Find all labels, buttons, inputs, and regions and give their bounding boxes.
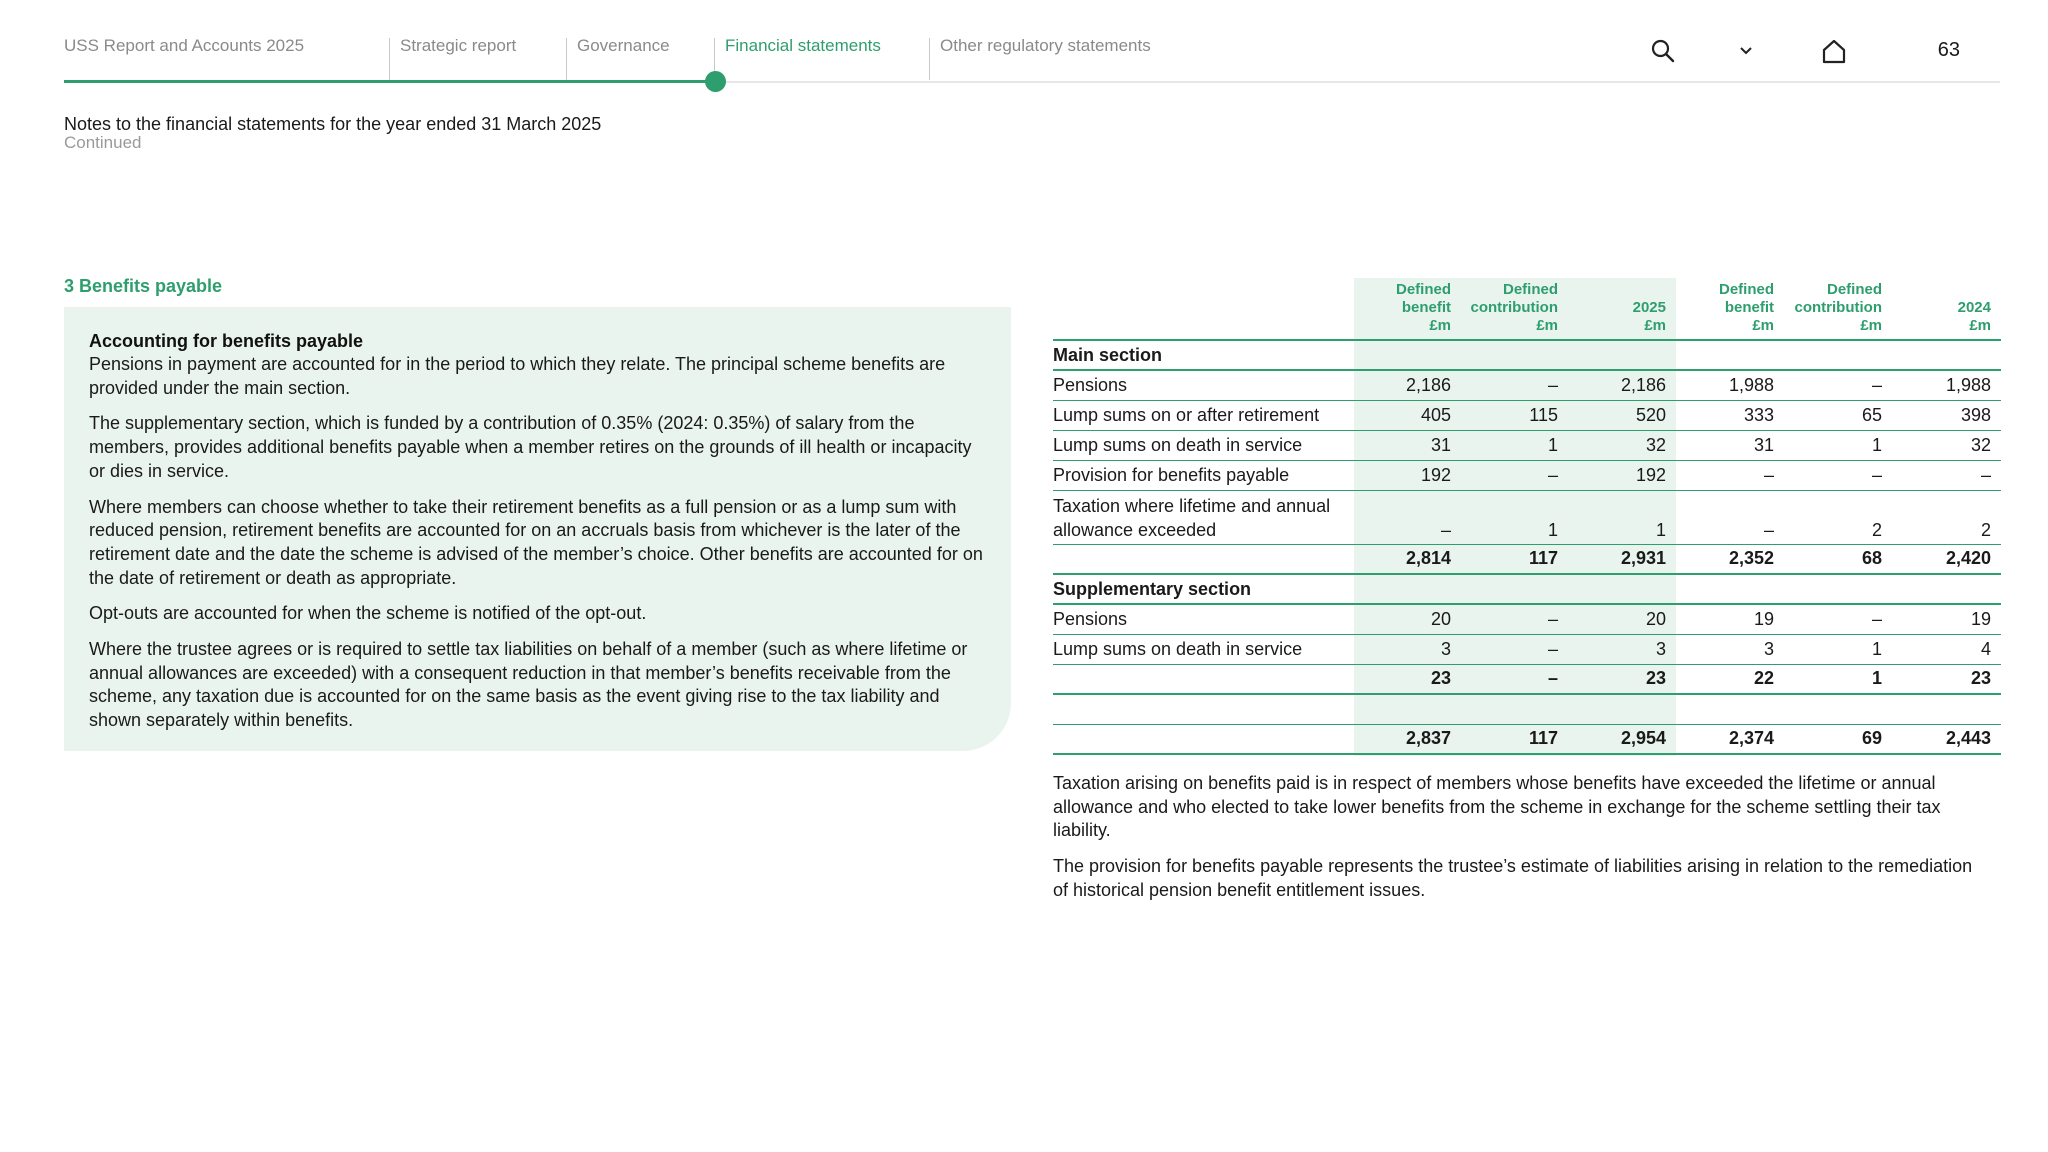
nav-divider [929, 38, 930, 80]
row-label: Supplementary section [1053, 574, 1354, 604]
table-cell [1568, 694, 1676, 724]
table-cell: 2,837 [1354, 724, 1461, 754]
table-cell: 1 [1461, 430, 1568, 460]
table-cell: 3 [1676, 634, 1784, 664]
table-cell: 520 [1568, 400, 1676, 430]
row-label: Main section [1053, 340, 1354, 370]
table-cell: – [1784, 604, 1892, 634]
table-row [1053, 430, 2001, 460]
table-cell: 20 [1568, 604, 1676, 634]
benefits-table-container [1053, 278, 2001, 755]
policy-paragraph: Opt-outs are accounted for when the scheme is notified of the opt-out. [89, 603, 647, 624]
table-cell [1354, 694, 1461, 724]
policy-paragraph: Where the trustee agrees or is required to settle tax liabilities on behalf of a member (such as where lifetime or annual allowances are exceeded) with a consequent reduction in that member’s benefits receivable from the scheme, any taxation due is accounted for on the same basis as the event giving rise to the tax liability and shown separately within benefits. [89, 639, 968, 731]
table-cell: 2,374 [1676, 724, 1784, 754]
accounting-policy-box [64, 307, 1011, 751]
table-cell: 23 [1568, 664, 1676, 694]
table-cell: 2,443 [1892, 724, 2001, 754]
table-cell: 192 [1568, 460, 1676, 490]
benefits-payable-table [1053, 278, 2001, 755]
nav-progress-marker [705, 71, 726, 92]
table-cell: 1 [1784, 430, 1892, 460]
table-cell: 2,420 [1892, 544, 2001, 574]
page-number: 63 [1937, 39, 1960, 61]
chevron-down-icon[interactable] [1731, 36, 1761, 66]
table-cell [1461, 340, 1568, 370]
policy-paragraph: The supplementary section, which is funded by a contribution of 0.35% (2024: 0.35%) of salary from the members, provides additional benefits payable when a member retires on the grounds of ill health or incapacity or dies in service. [89, 413, 972, 481]
table-cell: 19 [1892, 604, 2001, 634]
table-cell: 31 [1354, 430, 1461, 460]
row-label [1053, 694, 1354, 724]
row-label-line: Taxation where lifetime and annual [1053, 495, 1331, 516]
table-cell: 115 [1461, 400, 1568, 430]
column-header: Defined contribution £m [1461, 278, 1568, 340]
table-cell: – [1461, 604, 1568, 634]
policy-paragraph: Where members can choose whether to take their retirement benefits as a full pension or as a lump sum with reduced pension, retirement benefits are accounted for on an accruals basis from whichever is the later of the retirement date and the date the scheme is advised of the member’s choice. Other benefits are accounted for on the date of retirement or death as appropriate. [89, 496, 983, 588]
table-notes [1053, 772, 1973, 915]
table-cell: 2,931 [1568, 544, 1676, 574]
table-cell [1892, 694, 2001, 724]
section-title: 3 Benefits payable [64, 276, 223, 296]
table-cell [1461, 574, 1568, 604]
table-total-row [1053, 664, 2001, 694]
policy-heading: Accounting for benefits payable [89, 331, 364, 351]
table-cell: 1,988 [1676, 370, 1784, 400]
header-label-column [1053, 278, 1354, 340]
row-label: Lump sums on death in service [1053, 430, 1354, 460]
table-cell [1568, 340, 1676, 370]
table-row [1053, 604, 2001, 634]
table-row [1053, 490, 2001, 544]
table-row [1053, 400, 2001, 430]
row-label [1053, 544, 1354, 574]
table-cell: 1 [1784, 664, 1892, 694]
tab-strategic-report[interactable]: Strategic report [400, 36, 517, 55]
table-cell: 23 [1892, 664, 2001, 694]
table-cell [1784, 574, 1892, 604]
tab-other-regulatory-statements[interactable]: Other regulatory statements [940, 36, 1151, 55]
table-cell [1784, 694, 1892, 724]
row-label: Pensions [1053, 370, 1354, 400]
table-body [1053, 340, 2001, 754]
nav-divider [566, 38, 567, 80]
tab-financial-statements[interactable]: Financial statements [725, 36, 881, 55]
search-icon[interactable] [1648, 36, 1678, 66]
row-label: Provision for benefits payable [1053, 460, 1354, 490]
policy-paragraph: Pensions in payment are accounted for in the period to which they relate. The principal scheme benefits are provided under the main section. [89, 354, 946, 398]
table-cell: – [1676, 490, 1784, 544]
table-cell: 65 [1784, 400, 1892, 430]
table-cell: 20 [1354, 604, 1461, 634]
nav-progress-bar [64, 80, 716, 83]
table-cell: 333 [1676, 400, 1784, 430]
table-cell: 2,186 [1568, 370, 1676, 400]
table-cell: – [1676, 460, 1784, 490]
nav-divider [389, 38, 390, 80]
note-paragraph: The provision for benefits payable represents the trustee’s estimate of liabilities arising in relation to the remediation of historical pension benefit entitlement issues. [1053, 856, 1973, 900]
table-row [1053, 370, 2001, 400]
table-cell: – [1461, 460, 1568, 490]
row-label [1053, 664, 1354, 694]
table-cell [1892, 340, 2001, 370]
table-cell: 192 [1354, 460, 1461, 490]
table-header-row [1053, 278, 2001, 340]
table-cell: 117 [1461, 544, 1568, 574]
table-cell: 2,954 [1568, 724, 1676, 754]
table-cell: 68 [1784, 544, 1892, 574]
row-label: Lump sums on death in service [1053, 634, 1354, 664]
table-cell: 3 [1568, 634, 1676, 664]
table-cell: – [1461, 664, 1568, 694]
row-label-line: allowance exceeded [1053, 519, 1217, 540]
table-row [1053, 634, 2001, 664]
table-cell: – [1892, 460, 2001, 490]
continued-label: Continued [64, 133, 142, 152]
table-section-row [1053, 340, 2001, 370]
table-cell: 117 [1461, 724, 1568, 754]
table-cell: 398 [1892, 400, 2001, 430]
table-cell: 2 [1892, 490, 2001, 544]
table-cell: 1,988 [1892, 370, 2001, 400]
column-header: 2025 £m [1568, 278, 1676, 340]
table-cell: 4 [1892, 634, 2001, 664]
table-section-row [1053, 574, 2001, 604]
table-cell: 31 [1676, 430, 1784, 460]
table-cell: 405 [1354, 400, 1461, 430]
table-cell: – [1784, 460, 1892, 490]
table-cell: 32 [1892, 430, 2001, 460]
table-row [1053, 460, 2001, 490]
row-label: Lump sums on or after retirement [1053, 400, 1354, 430]
table-cell: 3 [1354, 634, 1461, 664]
table-cell: 1 [1568, 490, 1676, 544]
tab-governance[interactable]: Governance [577, 36, 670, 55]
table-cell: 1 [1461, 490, 1568, 544]
table-cell [1676, 574, 1784, 604]
table-cell: – [1784, 370, 1892, 400]
row-label [1053, 490, 1354, 544]
table-cell [1676, 340, 1784, 370]
table-total-row [1053, 724, 2001, 754]
nav-report-title[interactable]: USS Report and Accounts 2025 [64, 36, 305, 55]
table-total-row [1053, 544, 2001, 574]
table-cell [1568, 574, 1676, 604]
table-cell: 1 [1784, 634, 1892, 664]
table-cell: 2,186 [1354, 370, 1461, 400]
table-cell [1676, 694, 1784, 724]
table-cell: 69 [1784, 724, 1892, 754]
page-title: Notes to the financial statements for the year ended 31 March 2025 [64, 114, 602, 134]
table-cell: 2,814 [1354, 544, 1461, 574]
row-label: Pensions [1053, 604, 1354, 634]
table-cell: 2 [1784, 490, 1892, 544]
home-icon[interactable] [1819, 36, 1849, 66]
table-cell: 2,352 [1676, 544, 1784, 574]
table-cell: 19 [1676, 604, 1784, 634]
table-cell [1784, 340, 1892, 370]
table-cell [1892, 574, 2001, 604]
row-label [1053, 724, 1354, 754]
note-paragraph: Taxation arising on benefits paid is in respect of members whose benefits have exceeded the lifetime or annual allowance and who elected to take lower benefits from the scheme in exchange for the scheme settling their tax liability. [1053, 773, 1941, 841]
table-cell: – [1461, 634, 1568, 664]
column-header: 2024 £m [1892, 278, 2001, 340]
table-cell: 32 [1568, 430, 1676, 460]
table-cell: – [1461, 370, 1568, 400]
table-cell: 22 [1676, 664, 1784, 694]
column-header: Defined contribution £m [1784, 278, 1892, 340]
table-cell: 23 [1354, 664, 1461, 694]
table-row [1053, 694, 2001, 724]
column-header: Defined benefit £m [1354, 278, 1461, 340]
table-cell [1461, 694, 1568, 724]
table-cell [1354, 340, 1461, 370]
column-header: Defined benefit £m [1676, 278, 1784, 340]
table-cell [1354, 574, 1461, 604]
table-cell: – [1354, 490, 1461, 544]
top-navigation [64, 0, 2000, 90]
